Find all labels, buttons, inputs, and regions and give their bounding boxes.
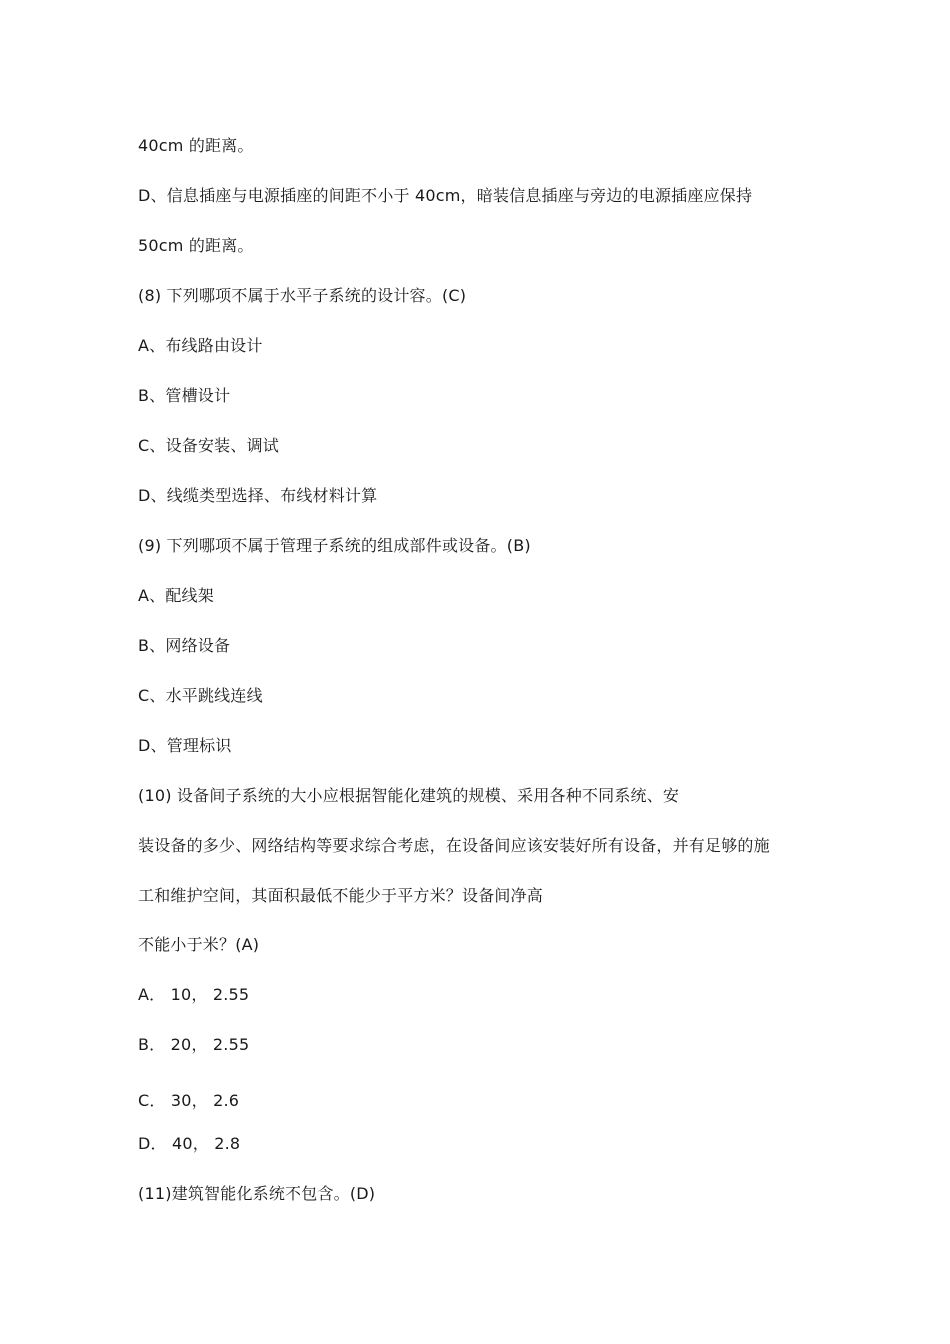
question-8: (8) 下列哪项不属于水平子系统的设计容。(C) — [138, 286, 467, 305]
question-11: (11)建筑智能化系统不包含。(D) — [138, 1184, 376, 1203]
option-a-q8: A、布线路由设计 — [138, 336, 263, 355]
option-a-q9: A、配线架 — [138, 586, 214, 605]
text-line-continuation: 40cm 的距离。 — [138, 136, 254, 155]
option-d-q7: D、信息插座与电源插座的间距不小于 40cm，暗装信息插座与旁边的电源插座应保持 — [138, 186, 753, 205]
question-10-line-4: 不能小于米？(A) — [138, 935, 260, 954]
option-b-q10: B． 20， 2.55 — [138, 1035, 250, 1054]
option-b-q8: B、管槽设计 — [138, 386, 231, 405]
option-d-q10: D． 40， 2.8 — [138, 1134, 241, 1153]
question-10-line-3: 工和维护空间，其面积最低不能少于平方米？设备间净高 — [138, 886, 544, 905]
option-d-q7-continuation: 50cm 的距离。 — [138, 236, 254, 255]
option-b-q9: B、网络设备 — [138, 636, 231, 655]
question-10: (10) 设备间子系统的大小应根据智能化建筑的规模、采用各种不同系统、安 — [138, 786, 680, 805]
question-10-line-2: 装设备的多少、网络结构等要求综合考虑，在设备间应该安装好所有设备，并有足够的施 — [138, 836, 770, 855]
option-d-q8: D、线缆类型选择、布线材料计算 — [138, 486, 378, 505]
option-d-q9: D、管理标识 — [138, 736, 232, 755]
option-c-q9: C、水平跳线连线 — [138, 686, 263, 705]
option-a-q10: A． 10， 2.55 — [138, 985, 250, 1004]
option-c-q8: C、设备安装、调试 — [138, 436, 279, 455]
option-c-q10: C． 30， 2.6 — [138, 1091, 240, 1110]
question-9: (9) 下列哪项不属于管理子系统的组成部件或设备。(B) — [138, 536, 531, 555]
